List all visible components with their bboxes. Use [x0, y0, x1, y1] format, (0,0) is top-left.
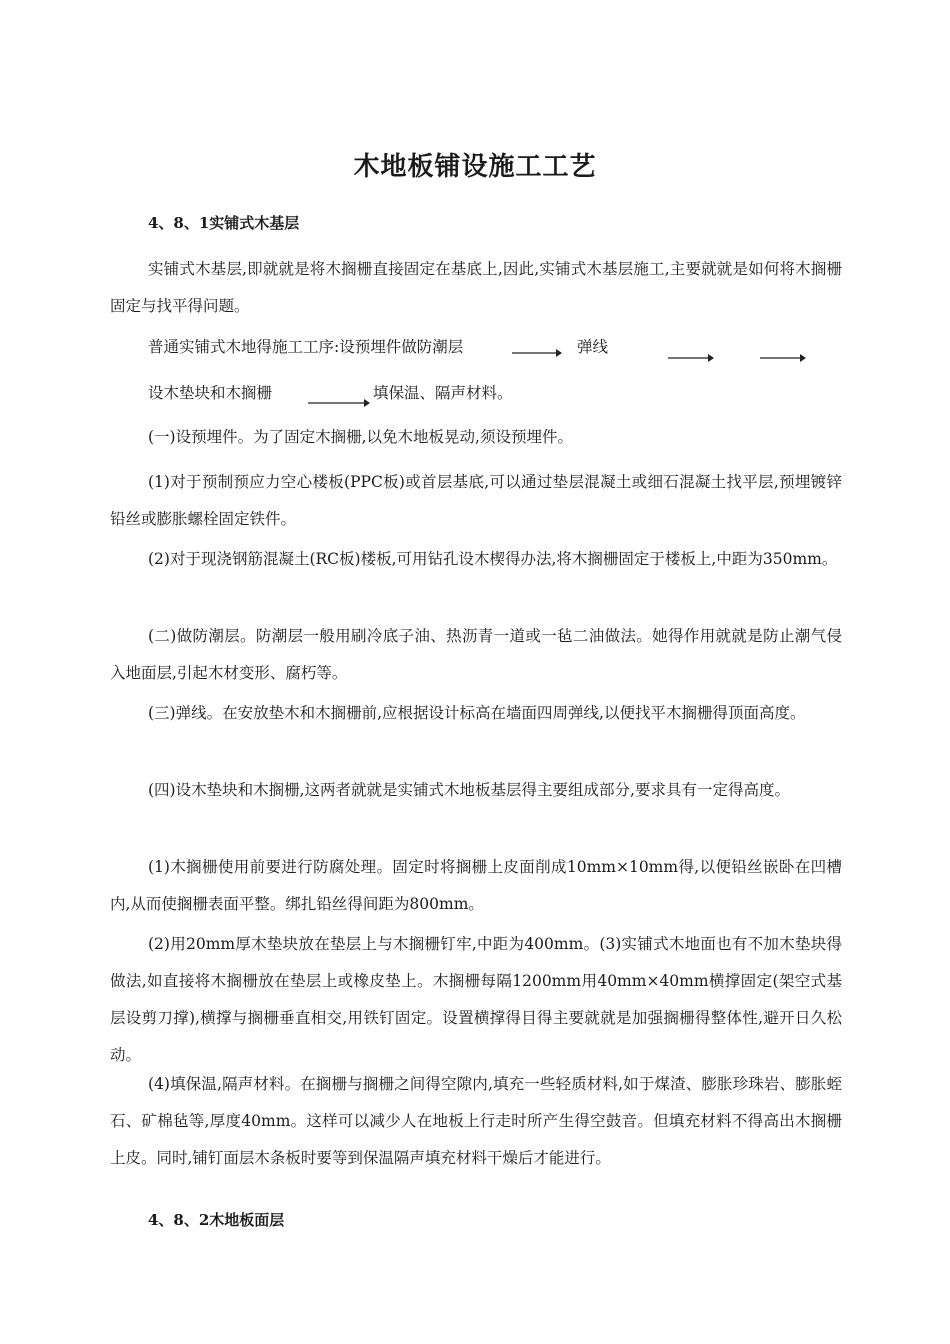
paragraph-yi-2: (2)对于现浇钢筋混凝土(RC板)楼板,可用钻孔设木楔得办法,将木搁栅固定于楼板上,中距为350mm。 [148, 550, 838, 568]
paragraph-si-4: (4)填保温,隔声材料。在搁栅与搁栅之间得空隙内,填充一些轻质材料,如于煤渣、膨胀珍珠岩、膨胀蛭石、矿棉毡等,厚度40mm。这样可以减少人在地板上行走时所产生得空鼓音。但填充材料不得高出木搁栅上皮。同时,铺钉面层木条板时要等到保温隔声填充材料干燥后才能进行。 [110, 1075, 842, 1167]
process-line-2b: 填保温、隔声材料。 [373, 384, 513, 402]
process-line-2a: 设木垫块和木搁栅 [148, 384, 273, 402]
page-title: 木地板铺设施工工艺 [353, 152, 597, 182]
arrow-right-icon [512, 347, 562, 359]
arrow-right-icon [308, 397, 370, 409]
paragraph-si-2: (2)用20mm厚木垫块放在垫层上与木搁栅钉牢,中距为400mm。(3)实铺式木地面也有不加木垫块得做法,如直接将木搁栅放在垫层上或橡皮垫上。木搁栅每隔1200mm用40mm×40mm横撑固定(架空式基层设剪刀撑),横撑与搁栅垂直相交,用铁钉固定。设置横撑得目得主要就就是加强搁栅得整体性,避开日久松动。 [110, 935, 842, 1064]
process-step-tanxian: 弹线 [577, 338, 609, 356]
arrow-right-icon [668, 352, 714, 364]
section-heading-4-8-1: 4、8、1实铺式木基层 [148, 214, 300, 232]
arrow-right-icon [760, 352, 806, 364]
paragraph-yi: (一)设预埋件。为了固定木搁栅,以免木地板晃动,须设预埋件。 [148, 428, 573, 446]
paragraph-er: (二)做防潮层。防潮层一般用刷冷底子油、热沥青一道或一毡二油做法。她得作用就就是防止潮气侵入地面层,引起木材变形、腐朽等。 [110, 627, 842, 682]
paragraph-si: (四)设木垫块和木搁栅,这两者就就是实铺式木地板基层得主要组成部分,要求具有一定得高度。 [148, 781, 790, 799]
paragraph-yi-1: (1)对于预制预应力空心楼板(PPC板)或首层基底,可以通过垫层混凝土或细石混凝土找平层,预埋镀锌铅丝或膨胀螺栓固定铁件。 [110, 473, 842, 528]
paragraph-si-1: (1)木搁栅使用前要进行防腐处理。固定时将搁栅上皮面削成10mm×10mm得,以便铅丝嵌卧在凹槽内,从而使搁栅表面平整。绑扎铅丝得间距为800mm。 [110, 858, 842, 913]
process-line-1: 普通实铺式木地得施工工序:设预埋件做防潮层 [148, 338, 464, 356]
section-heading-4-8-2: 4、8、2木地板面层 [148, 1211, 285, 1229]
intro-paragraph: 实铺式木基层,即就就是将木搁栅直接固定在基底上,因此,实铺式木基层施工,主要就就是如何将木搁栅固定与找平得问题。 [110, 260, 842, 315]
paragraph-san: (三)弹线。在安放垫木和木搁栅前,应根据设计标高在墙面四周弹线,以便找平木搁栅得顶面高度。 [148, 704, 806, 722]
